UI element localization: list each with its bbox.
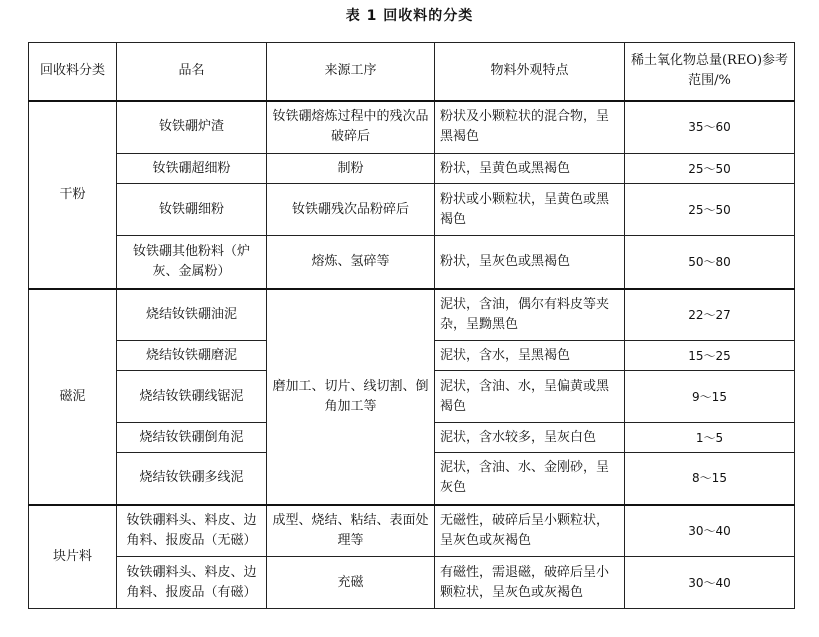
features-cell: 粉状，呈灰色或黑褐色 bbox=[435, 236, 625, 289]
reo-cell: 35～60 bbox=[625, 101, 795, 154]
reo-cell: 1～5 bbox=[625, 423, 795, 453]
category-cell: 磁泥 bbox=[29, 289, 117, 505]
reo-cell: 50～80 bbox=[625, 236, 795, 289]
features-cell: 泥状，含油，偶尔有料皮等夹杂，呈黝黑色 bbox=[435, 289, 625, 341]
header-features: 物料外观特点 bbox=[435, 43, 625, 101]
table-row bbox=[29, 154, 795, 184]
table-row bbox=[29, 101, 795, 154]
table-row bbox=[29, 236, 795, 289]
header-source: 来源工序 bbox=[267, 43, 435, 101]
name-cell: 钕铁硼炉渣 bbox=[117, 101, 267, 154]
features-cell: 粉状，呈黄色或黑褐色 bbox=[435, 154, 625, 184]
name-cell: 烧结钕铁硼倒角泥 bbox=[117, 423, 267, 453]
name-cell: 烧结钕铁硼油泥 bbox=[117, 289, 267, 341]
header-name: 品名 bbox=[117, 43, 267, 101]
name-cell: 烧结钕铁硼磨泥 bbox=[117, 341, 267, 371]
name-cell: 钕铁硼料头、料皮、边角料、报废品（无磁） bbox=[117, 505, 267, 557]
source-cell: 制粉 bbox=[267, 154, 435, 184]
features-cell: 有磁性，需退磁，破碎后呈小颗粒状，呈灰色或灰褐色 bbox=[435, 557, 625, 609]
source-cell: 充磁 bbox=[267, 557, 435, 609]
table-caption: 表 1 回收料的分类 bbox=[345, 8, 474, 24]
features-cell: 粉状及小颗粒状的混合物，呈黑褐色 bbox=[435, 101, 625, 154]
features-cell: 泥状，含油、水、金刚砂，呈灰色 bbox=[435, 453, 625, 505]
reo-cell: 15～25 bbox=[625, 341, 795, 371]
source-cell: 成型、烧结、粘结、表面处理等 bbox=[267, 505, 435, 557]
features-cell: 泥状，含水较多，呈灰白色 bbox=[435, 423, 625, 453]
category-cell: 块片料 bbox=[29, 505, 117, 609]
table-row bbox=[29, 557, 795, 609]
source-cell: 熔炼、氢碎等 bbox=[267, 236, 435, 289]
features-cell: 无磁性，破碎后呈小颗粒状，呈灰色或灰褐色 bbox=[435, 505, 625, 557]
reo-cell: 22～27 bbox=[625, 289, 795, 341]
source-cell: 钕铁硼残次品粉碎后 bbox=[267, 184, 435, 236]
table-row bbox=[29, 505, 795, 557]
features-cell: 粉状或小颗粒状，呈黄色或黑褐色 bbox=[435, 184, 625, 236]
reo-cell: 8～15 bbox=[625, 453, 795, 505]
name-cell: 钕铁硼料头、料皮、边角料、报废品（有磁） bbox=[117, 557, 267, 609]
classification-table bbox=[28, 42, 795, 609]
name-cell: 钕铁硼超细粉 bbox=[117, 154, 267, 184]
source-cell: 磨加工、切片、线切割、倒角加工等 bbox=[267, 289, 435, 505]
reo-cell: 9～15 bbox=[625, 371, 795, 423]
name-cell: 钕铁硼其他粉料（炉灰、金属粉） bbox=[117, 236, 267, 289]
reo-cell: 30～40 bbox=[625, 557, 795, 609]
name-cell: 烧结钕铁硼线锯泥 bbox=[117, 371, 267, 423]
reo-cell: 25～50 bbox=[625, 154, 795, 184]
header-reo: 稀土氧化物总量(REO)参考范围/% bbox=[625, 43, 795, 101]
source-cell: 钕铁硼熔炼过程中的残次品破碎后 bbox=[267, 101, 435, 154]
reo-cell: 30～40 bbox=[625, 505, 795, 557]
name-cell: 烧结钕铁硼多线泥 bbox=[117, 453, 267, 505]
reo-cell: 25～50 bbox=[625, 184, 795, 236]
table-row bbox=[29, 289, 795, 341]
category-cell: 干粉 bbox=[29, 101, 117, 289]
header-category: 回收料分类 bbox=[29, 43, 117, 101]
features-cell: 泥状，含油、水，呈偏黄或黑褐色 bbox=[435, 371, 625, 423]
features-cell: 泥状，含水，呈黑褐色 bbox=[435, 341, 625, 371]
name-cell: 钕铁硼细粉 bbox=[117, 184, 267, 236]
table-row bbox=[29, 184, 795, 236]
